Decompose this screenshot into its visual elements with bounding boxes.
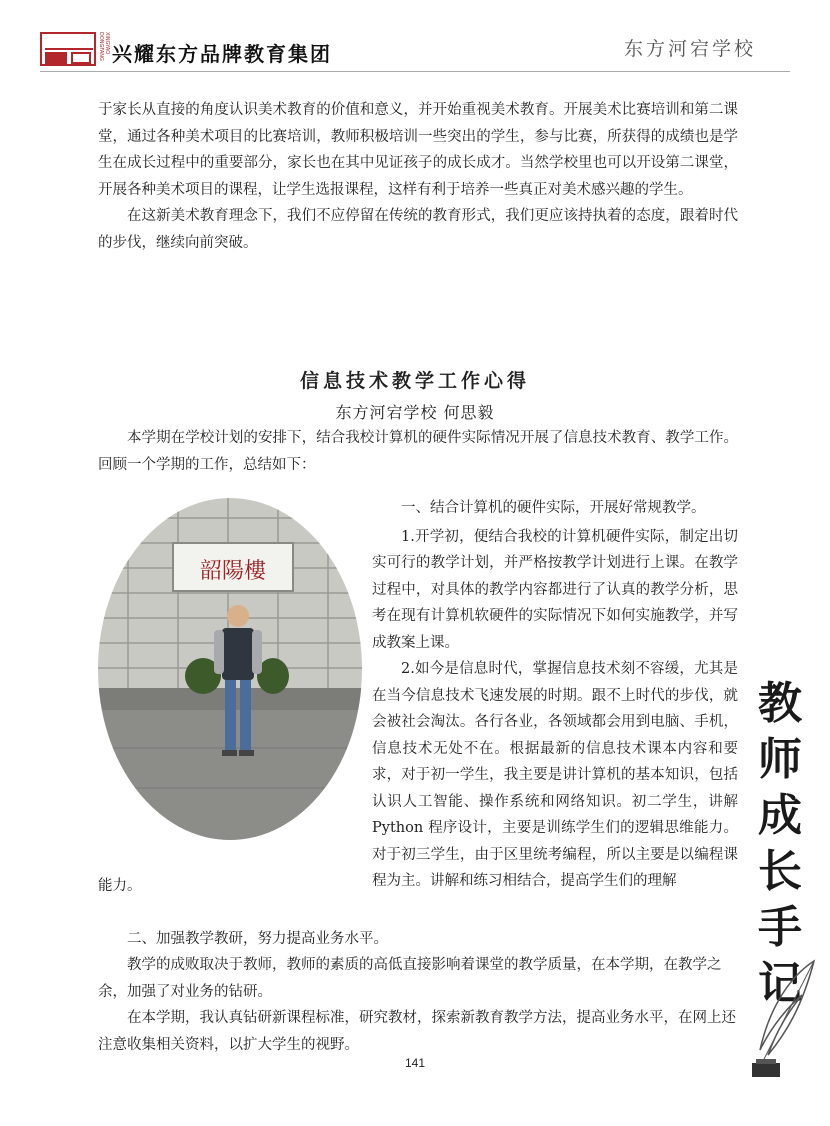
article-title: 信息技术教学工作心得 xyxy=(299,370,530,392)
plaque-text: 韶陽樓 xyxy=(199,559,267,584)
section-1-paragraph-1: 1.开学初，便结合我校的计算机硬件实际，制定出切实可行的教学计划，并严格按教学计划进行上课。在教学过程中，对具体的教学内容都进行了认真的教学分析，思考在现有计算机软硬件的实际情况下如何实施教学，并写成教案上课。 xyxy=(372,528,738,651)
intro-paragraph-1: 于家长从直接的角度认识美术教育的价值和意义，并开始重视美术教育。开展美术比赛培训和第二课堂，通过各种美术项目的比赛培训，教师积极培训一些突出的学生，参与比赛，所获得的成绩也是学生在成长过程中的重要部分，家长也在其中见证孩子的成长成才。当然学校里也可以开设第二课堂，开展各种美术项目的课程，让学生选报课程，这样有利于培养一些真正对美术感兴趣的学生。 xyxy=(98,102,738,198)
side-title-char: 手 xyxy=(758,902,802,953)
page-number: 141 xyxy=(404,1056,426,1070)
lead-paragraph: 本学期在学校计划的安排下，结合我校计算机的硬件实际情况开展了信息技术教育、教学工作。回顾一个学期的工作，总结如下： xyxy=(98,430,738,473)
article-lead xyxy=(98,425,738,478)
side-title-char: 记 xyxy=(758,958,802,1009)
intro-text xyxy=(98,97,738,256)
teacher-photo xyxy=(98,498,362,840)
intro-paragraph-2: 在这新美术教育理念下，我们不应停留在传统的教育形式，我们更应该持执着的态度，跟着时代的步伐，继续向前突破。 xyxy=(98,208,738,251)
side-title-char: 成 xyxy=(758,790,802,841)
photo-illustration xyxy=(98,498,362,840)
section-2-paragraph-1: 教学的成败取决于教师，教师的素质的高低直接影响着课堂的教学质量，在本学期，在教学之余，加强了对业务的钻研。 xyxy=(98,957,722,1000)
section-2-heading: 二、加强教学教研，努力提高业务水平。 xyxy=(127,930,388,947)
section-2 xyxy=(98,873,738,1058)
school-name: 东方河宕学校 xyxy=(623,38,756,60)
side-title-char: 教 xyxy=(758,678,802,729)
section-1 xyxy=(372,495,738,895)
section-1-tail: 能力。 xyxy=(98,878,142,894)
section-1-heading: 一、结合计算机的硬件实际，开展好常规教学。 xyxy=(401,500,706,516)
section-1-paragraph-2: 2.如今是信息时代，掌握信息技术刻不容缓，尤其是在当今信息技术飞速发展的时期。跟不上时代的步伐，就会被社会淘汰。各行各业，各领域都会用到电脑、手机，信息技术无处不在。根据最新的信息技术课本内容和要求，对于初一学生，我主要是讲计算机的基本知识，包括认识人工智能、操作系统和网络知识。初二学生，讲解 Python 程序设计，主要是训练学生们的逻辑思维能力。对于初三学生，由于区里统考编程，所以主要是以编程课程为主。讲解和练习相结合，提高学生们的理解 xyxy=(372,661,738,889)
brand-logo xyxy=(40,32,96,66)
header-divider xyxy=(40,71,790,72)
page-header xyxy=(0,0,830,80)
article-author: 东方河宕学校 何思毅 xyxy=(335,403,495,422)
section-2-paragraph-2: 在本学期，我认真钻研新课程标准，研究教材，探索新教育教学方法，提高业务水平，在网上还注意收集相关资料，以扩大学生的视野。 xyxy=(98,1010,736,1053)
logo-side-text: XINGYAO DONGFANG xyxy=(98,32,110,61)
side-title-char: 师 xyxy=(758,734,802,785)
brand-name: 兴耀东方品牌教育集团 xyxy=(112,42,332,66)
side-title-char: 长 xyxy=(758,846,802,897)
